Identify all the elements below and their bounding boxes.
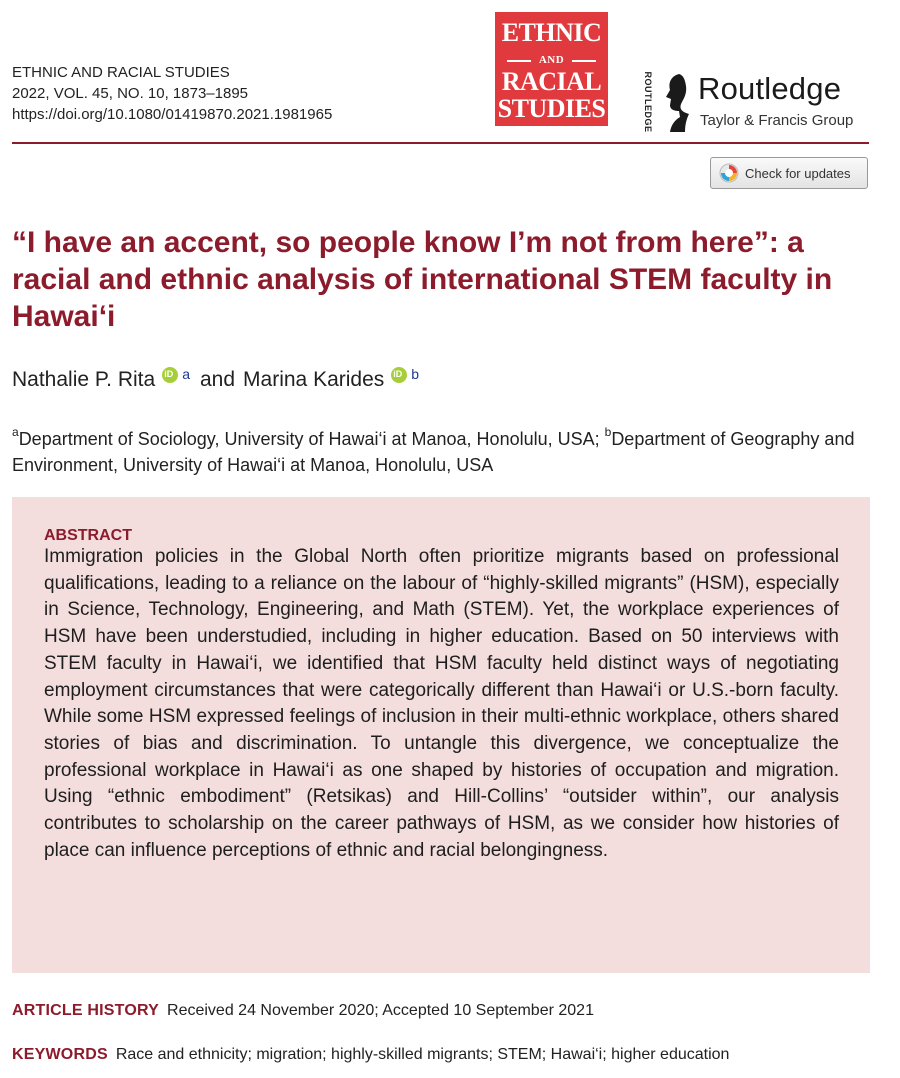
keywords-label: KEYWORDS — [12, 1046, 108, 1063]
journal-name: ETHNIC AND RACIAL STUDIES — [12, 64, 230, 81]
logo-and-row — [501, 54, 602, 66]
journal-logo — [495, 12, 608, 126]
logo-line-ethnic: ETHNIC — [501, 18, 602, 47]
orcid-icon[interactable] — [391, 367, 407, 383]
article-history-label: ARTICLE HISTORY — [12, 1002, 160, 1019]
check-for-updates-label: Check for updates — [745, 165, 851, 181]
crossmark-icon — [719, 163, 739, 183]
author-name[interactable]: Nathalie P. Rita — [12, 368, 156, 391]
affil-mark: a — [12, 425, 19, 439]
affil-text: Department of Geography and Environment, University of Hawai‘i at Manoa, Honolulu, USA — [12, 429, 855, 475]
author-list — [12, 368, 419, 392]
journal-volume: 2022, VOL. 45, NO. 10, 1873–1895 — [12, 85, 249, 102]
keywords-text: Race and ethnicity; migration; highly-skilled migrants; STEM; Hawai‘i; higher education — [115, 1046, 730, 1063]
abstract-heading: ABSTRACT — [44, 527, 132, 544]
orcid-icon[interactable] — [162, 367, 178, 383]
author-affil-mark: b — [411, 366, 420, 382]
author-joiner: and — [200, 368, 236, 391]
logo-line-and: AND — [538, 54, 565, 66]
logo-line-racial: RACIAL — [501, 67, 602, 96]
publisher-name: Routledge — [698, 71, 842, 106]
author-name[interactable]: Marina Karides — [243, 368, 385, 391]
affiliations — [12, 421, 877, 478]
author-affil-mark: a — [182, 366, 190, 382]
header-rule — [12, 142, 869, 144]
journal-meta — [12, 62, 332, 125]
keywords — [12, 1046, 729, 1064]
logo-line-studies: STUDIES — [497, 94, 606, 123]
routledge-vertical-text: ROUTLEDGE — [643, 71, 653, 133]
routledge-head-icon — [659, 70, 691, 136]
affil-text: Department of Sociology, University of Hawai‘i at Manoa, Honolulu, USA; — [18, 429, 605, 449]
article-history-text: Received 24 November 2020; Accepted 10 September 2021 — [167, 1002, 594, 1019]
article-history — [12, 1002, 594, 1020]
abstract-box — [12, 497, 870, 973]
affil-mark: b — [604, 425, 612, 439]
article-title: “I have an accent, so people know I’m not from here”: a racial and ethnic analysis of international STEM faculty in Hawai‘i — [12, 226, 833, 333]
publisher-group: Taylor & Francis Group — [700, 112, 854, 129]
abstract-text: Immigration policies in the Global North often prioritize migrants based on professional qualifications, leading to a reliance on the labour of “highly-skilled migrants” (HSM), especially in Science, Technology, Engineering, and Math (STEM). Yet, the workplace experiences of HSM have been understudied, including in higher education. Based on 50 interviews with STEM faculty in Hawai‘i, we identified that HSM faculty held distinct ways of negotiating employment circumstances that were categorically different than Hawai‘i or U.S.-born faculty. While some HSM expressed feelings of inclusion in their multi-ethnic workplace, others shared stories of bias and discrimination. To untangle this divergence, we conceptualize the professional workplace in Hawai‘i as one shaped by histories of occupation and migration. Using “ethnic embodiment” (Retsikas) and Hill-Collins’ “outsider within”, our analysis contributes to scholarship on the career pathways of HSM, as we consider how histories of place can influence perceptions of ethnic and racial belongingness. — [44, 546, 839, 861]
journal-doi-link[interactable]: https://doi.org/10.1080/01419870.2021.1981965 — [12, 106, 333, 123]
check-for-updates-button[interactable] — [710, 157, 868, 189]
